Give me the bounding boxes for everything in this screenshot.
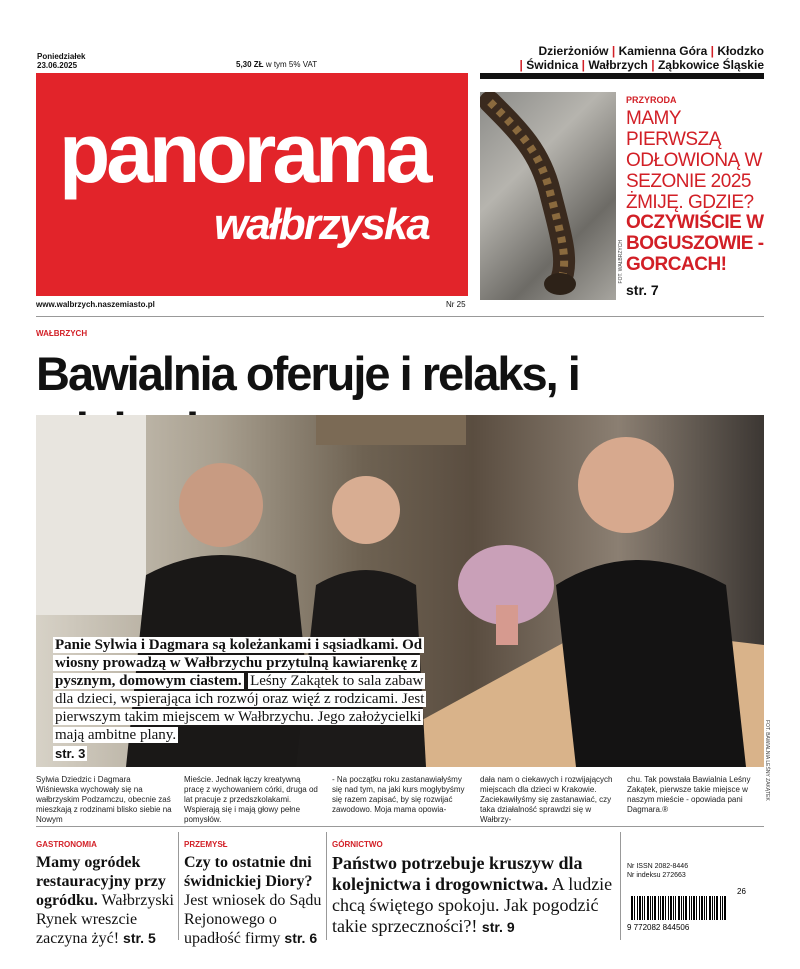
snake-photo <box>480 92 616 300</box>
barcode-bar <box>662 896 664 920</box>
barcode <box>627 886 765 932</box>
body-column-5: chu. Tak powstała Bawialnia Leśny Zakątek, pierwsze takie miejsce w naszym mieście - opowiada pani Dagmara.® <box>627 775 751 814</box>
column-divider <box>620 832 621 940</box>
price: 5,30 ZŁ <box>236 60 264 69</box>
barcode-bar <box>673 896 674 920</box>
barcode-bar <box>668 896 669 920</box>
bottom-story-gastronomy <box>36 853 174 948</box>
separator: | <box>651 58 655 72</box>
caption-text: Leśny Zakątek to sala zabaw dla dzieci, wspierająca ich rozwój oraz więź z rodzicami. Jest pierwszym takim miejscem w Wałbrzychu. Jego założycielki mają ambitne plany. <box>55 673 425 743</box>
date: 23.06.2025 <box>37 61 78 70</box>
barcode-bar <box>685 896 687 920</box>
weekday: Poniedziałek <box>37 52 86 61</box>
masthead-title: panorama <box>59 106 429 200</box>
barcode-bar <box>660 896 661 920</box>
divider <box>36 826 764 827</box>
issue-number: Nr 25 <box>446 300 466 309</box>
teaser-highlight: OCZYWIŚCIE W BOGUSZOWIE -GORCACH! <box>626 212 764 275</box>
barcode-bar <box>639 896 641 920</box>
town: Dzierżoniów <box>538 44 609 58</box>
masthead-subtitle: wałbrzyska <box>214 200 429 249</box>
bottom-story-text: A ludzie chcą świętego spokoju. Jak pogodzić takie sprzeczności?! <box>332 874 613 936</box>
separator: | <box>581 58 585 72</box>
bottom-page-ref: str. 9 <box>481 919 515 935</box>
barcode-number: 9 772082 844506 <box>627 923 690 932</box>
barcode-bar <box>701 896 703 920</box>
issn-block <box>627 862 688 880</box>
teaser-section-tag: PRZYRODA <box>626 95 677 105</box>
barcode-bar <box>634 896 635 920</box>
column-divider <box>178 832 179 940</box>
barcode-bar <box>724 896 726 920</box>
snake-illustration <box>480 92 616 300</box>
barcode-bar <box>706 896 707 920</box>
body-column-4: dała nam o ciekawych i rozwijających miejscach dla dzieci w Krakowie. Zaciekawiłyśmy się zastanawiać, czy taka działalność sprawdzi się w Wałbrzy- <box>480 775 613 824</box>
separator: | <box>611 44 616 58</box>
photo-caption <box>53 636 433 763</box>
price-info <box>236 60 317 69</box>
town: Wałbrzych <box>588 58 648 72</box>
bottom-story-lead: Czy to ostatnie dni świdnickiej Diory? <box>184 854 313 890</box>
bottom-page-ref: str. 6 <box>284 930 318 946</box>
barcode-bar <box>722 896 723 920</box>
barcode-issue: 26 <box>737 887 746 896</box>
main-photo-credit: FOT. BAWIALNIA LEŚNY ZAKĄTEK <box>764 720 770 801</box>
vat-info: w tym 5% VAT <box>265 60 318 69</box>
bottom-story-mining <box>332 853 616 938</box>
barcode-bar <box>716 896 718 920</box>
barcode-icon <box>627 886 765 932</box>
caption-lead: Panie Sylwia i Dagmara są koleżankami i sąsiadkami. Od wiosny prowadzą w Wałbrzychu przytulną kawiarenkę z pysznym, domowym ciastem. <box>55 637 423 689</box>
teaser-top-bar <box>480 73 764 79</box>
bottom-story-text: Wałbrzyski Rynek wreszcie zaczyna żyć! <box>36 892 174 947</box>
bottom-tag-industry: PRZEMYSŁ <box>184 840 228 849</box>
teaser-headline: MAMY PIERWSZĄ ODŁOWIONĄ W SEZONIE 2025 ŻMIJĘ. GDZIE? <box>626 108 762 213</box>
barcode-bar <box>631 896 633 920</box>
teaser-photo-credit: FOT. WAŁBRZYCH <box>618 240 624 284</box>
barcode-bar <box>675 896 676 920</box>
body-column-2: Mieście. Jednak łączy kreatywną pracę z wychowaniem córki, druga od lat pracuje z przedszkolakami. Wspierają się i mają głowy pełne pomysłów. <box>184 775 318 824</box>
caption-page-ref: str. 3 <box>55 746 86 761</box>
issue-date <box>37 52 85 70</box>
barcode-bar <box>650 896 651 920</box>
town: Kamienna Góra <box>618 44 708 58</box>
barcode-bar <box>693 896 695 920</box>
teaser-page-ref: str. 7 <box>626 282 659 298</box>
bottom-story-lead: Mamy ogródek restauracyjny przy ogródku. <box>36 854 166 909</box>
barcode-bar <box>670 896 672 920</box>
bottom-story-lead: Państwo potrzebuje kruszyw dla kolejnictwa i drogownictwa. <box>332 853 583 894</box>
barcode-bar <box>712 896 713 920</box>
body-column-3: - Na początku roku zastanawiałyśmy się nad tym, na jaki kurs mogłybyśmy się razem zapisać, by się rozwijać zawodowo. Moja mama opowia- <box>332 775 465 814</box>
barcode-bar <box>644 896 645 920</box>
barcode-bar <box>658 896 659 920</box>
barcode-bar <box>689 896 690 920</box>
website-url: www.walbrzych.naszemiasto.pl <box>36 300 155 309</box>
bottom-story-text: Jest wniosek do Sądu Rejonowego o upadłość firmy <box>184 892 322 947</box>
town: Kłodzko <box>717 44 764 58</box>
barcode-bar <box>637 896 638 920</box>
separator: | <box>519 58 523 72</box>
barcode-bar <box>683 896 684 920</box>
barcode-bar <box>691 896 692 920</box>
town: Świdnica <box>526 58 579 72</box>
barcode-bar <box>704 896 705 920</box>
barcode-bar <box>642 896 643 920</box>
column-divider <box>326 832 327 940</box>
bottom-page-ref: str. 5 <box>123 930 156 946</box>
barcode-bar <box>709 896 711 920</box>
index-number: Nr indeksu 272663 <box>627 872 686 879</box>
towns-line-2 <box>464 58 764 72</box>
masthead <box>36 73 468 296</box>
barcode-bar <box>678 896 680 920</box>
barcode-bar <box>699 896 700 920</box>
barcode-bar <box>654 896 656 920</box>
body-column-1: Sylwia Dziedzic i Dagmara Wiśniewska wychowały się na wałbrzyskim Podzamczu, obecnie zaś mieszkają z rodzinami blisko siebie na Nowym <box>36 775 172 824</box>
barcode-bar <box>665 896 666 920</box>
towns-line-1 <box>464 44 764 58</box>
divider <box>36 316 764 317</box>
barcode-bar <box>652 896 653 920</box>
bottom-story-industry <box>184 853 322 948</box>
barcode-bar <box>647 896 649 920</box>
issn: Nr ISSN 2082-8446 <box>627 863 689 870</box>
town: Ząbkowice Śląskie <box>657 58 764 72</box>
towns-list <box>464 44 764 72</box>
separator: | <box>710 44 714 58</box>
main-section-tag: WAŁBRZYCH <box>36 329 88 338</box>
barcode-bar <box>720 896 721 920</box>
main-headline: Bawialnia oferuje i relaks, i <box>36 347 579 400</box>
bottom-tag-gastronomy: GASTRONOMIA <box>36 840 97 849</box>
barcode-bar <box>714 896 715 920</box>
barcode-bar <box>696 896 697 920</box>
barcode-bar <box>681 896 682 920</box>
bottom-tag-mining: GÓRNICTWO <box>332 840 383 849</box>
